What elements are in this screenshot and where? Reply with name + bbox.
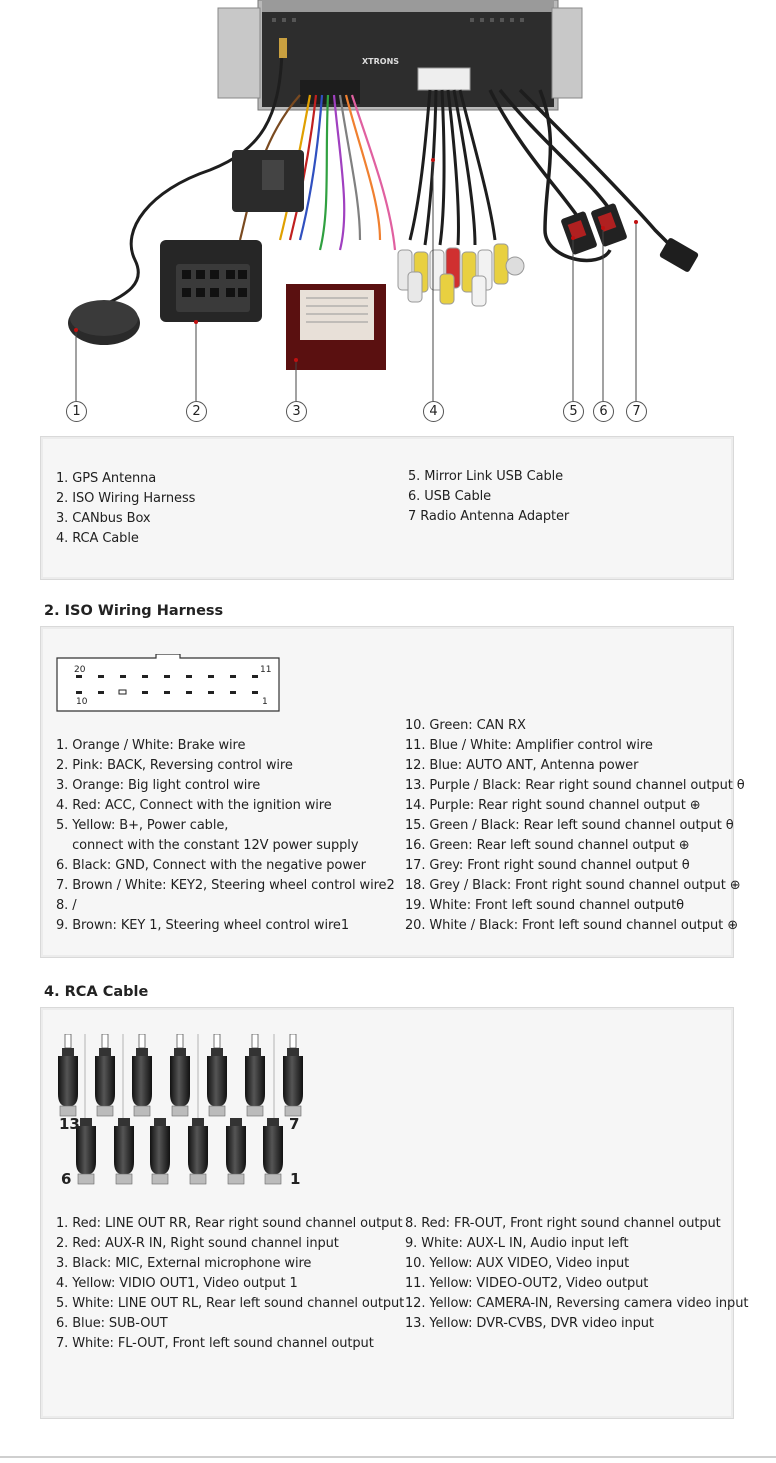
pin-label-10: 10 [76,697,88,707]
rca-plug-bottom-row [76,1118,283,1184]
pin-label-20: 20 [74,665,86,675]
iso-wire: 5. Yellow: B+, Power cable, [56,818,229,833]
legend-item: 6. USB Cable [408,489,492,504]
rca-label-13: 13 [59,1115,80,1133]
legend-item: 1. GPS Antenna [56,471,157,486]
iso-wire: 12. Blue: AUTO ANT, Antenna power [405,758,639,773]
iso-wire: 8. / [56,898,77,913]
iso-wire: 4. Red: ACC, Connect with the ignition wire [56,798,332,813]
rca-label-7: 7 [289,1115,300,1133]
rca-wire: 13. Yellow: DVR-CVBS, DVR video input [405,1316,654,1331]
rca-wire: 5. White: LINE OUT RL, Rear left sound channel output [56,1296,405,1311]
rca-wire: 11. Yellow: VIDEO-OUT2, Video output [405,1276,649,1291]
iso-wire: 13. Purple / Black: Rear right sound channel output θ [405,778,745,793]
iso-heading: 2. ISO Wiring Harness [44,603,224,619]
callout-4: 4 [423,401,444,422]
pin-label-11: 11 [260,665,272,675]
rca-label-6: 6 [61,1170,72,1188]
callout-7: 7 [626,401,647,422]
iso-wire: connect with the constant 12V power supply [56,838,359,853]
rca-wire: 1. Red: LINE OUT RR, Rear right sound channel output [56,1216,403,1231]
iso-wire: 11. Blue / White: Amplifier control wire [405,738,653,753]
iso-wire: 6. Black: GND, Connect with the negative power [56,858,366,873]
rca-wire: 7. White: FL-OUT, Front left sound channel output [56,1336,374,1351]
rca-plugs-diagram [52,1034,312,1190]
iso-wire: 2. Pink: BACK, Reversing control wire [56,758,293,773]
rca-plug-top-row [58,1034,303,1116]
iso-wire: 10. Green: CAN RX [405,718,526,733]
legend-item: 5. Mirror Link USB Cable [408,469,564,484]
iso-wire: 20. White / Black: Front left sound channel output ⊕ [405,918,739,933]
iso-wire: 18. Grey / Black: Front right sound channel output ⊕ [405,878,741,893]
rca-wire: 4. Yellow: VIDIO OUT1, Video output 1 [56,1276,298,1291]
brand-label: XTRONS [362,57,400,66]
iso-connector-diagram [56,654,280,712]
page-divider [0,1456,776,1458]
callout-3: 3 [286,401,307,422]
legend-item: 3. CANbus Box [56,511,151,526]
iso-wire: 7. Brown / White: KEY2, Steering wheel control wire2 [56,878,395,893]
iso-wire: 19. White: Front left sound channel outputθ [405,898,685,913]
callout-5: 5 [563,401,584,422]
rca-wire: 8. Red: FR-OUT, Front right sound channel output [405,1216,721,1231]
iso-wire: 14. Purple: Rear right sound channel output ⊕ [405,798,701,813]
rca-wire: 12. Yellow: CAMERA-IN, Reversing camera video input [405,1296,749,1311]
iso-wire: 9. Brown: KEY 1, Steering wheel control wire1 [56,918,350,933]
rca-wire: 6. Blue: SUB-OUT [56,1316,168,1331]
iso-wire: 15. Green / Black: Rear left sound channel output θ [405,818,734,833]
rca-wire: 2. Red: AUX-R IN, Right sound channel input [56,1236,339,1251]
legend-item: 4. RCA Cable [56,531,139,546]
rca-wire: 9. White: AUX-L IN, Audio input left [405,1236,629,1251]
callout-6: 6 [593,401,614,422]
callout-2: 2 [186,401,207,422]
iso-wire: 17. Grey: Front right sound channel output θ [405,858,690,873]
iso-wire: 1. Orange / White: Brake wire [56,738,246,753]
callout-1: 1 [66,401,87,422]
pin-label-1: 1 [262,697,268,707]
legend-item: 7 Radio Antenna Adapter [408,509,570,524]
rca-label-1: 1 [290,1170,301,1188]
wiring-illustration [0,0,776,430]
rca-wire: 10. Yellow: AUX VIDEO, Video input [405,1256,630,1271]
rca-wire: 3. Black: MIC, External microphone wire [56,1256,312,1271]
rca-heading: 4. RCA Cable [44,984,149,1000]
product-diagram [0,0,776,430]
iso-wire: 3. Orange: Big light control wire [56,778,261,793]
iso-wire: 16. Green: Rear left sound channel output ⊕ [405,838,690,853]
legend-item: 2. ISO Wiring Harness [56,491,196,506]
